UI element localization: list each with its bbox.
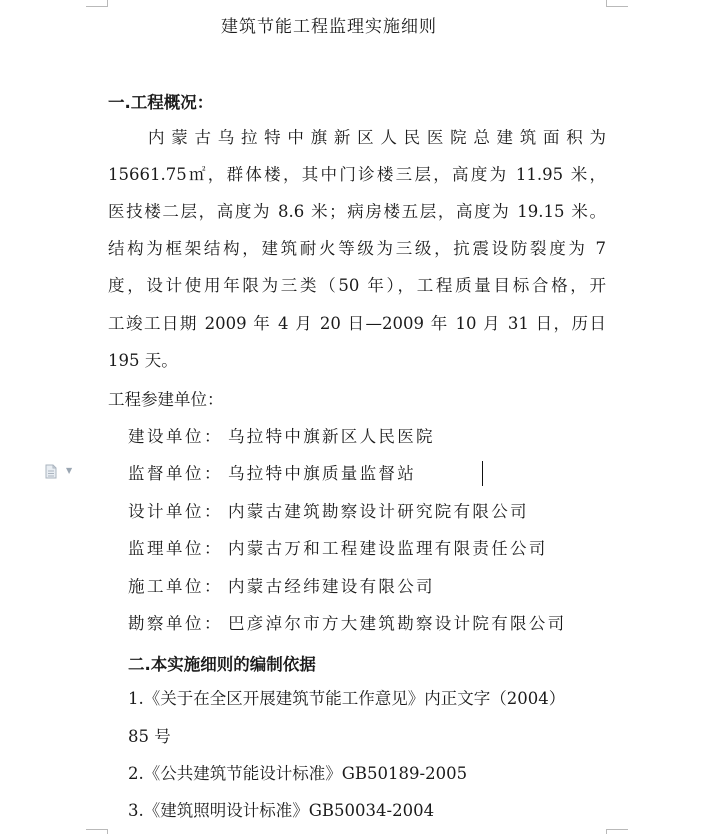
participant-row (128, 576, 435, 598)
overview-line: 195 天。 (108, 351, 178, 370)
crop-mark-top-right-v (606, 0, 607, 7)
participants-heading: 工程参建单位： (108, 390, 224, 409)
crop-mark-bottom-right-v (606, 829, 607, 834)
overview-line: 15661.75㎡，群体楼，其中门诊楼三层，高度为 11.95 米， (108, 165, 606, 184)
document-icon[interactable] (45, 464, 57, 479)
reference-item-continuation: 85 号 (128, 727, 171, 746)
reference-item: 3.《建筑照明设计标准》GB50034-2004 (128, 801, 435, 820)
overview-line: 工竣工日期 2009 年 4 月 20 日—2009 年 10 月 31 日，历日 (108, 314, 606, 333)
participant-label: 建设单位： (128, 427, 223, 446)
overview-line: 内蒙古乌拉特中旗新区人民医院总建筑面积为 (148, 128, 606, 147)
participant-label: 监督单位： (128, 464, 223, 483)
section-heading-overview: 一.工程概况： (108, 93, 214, 112)
participant-value: 乌拉特中旗新区人民医院 (228, 427, 435, 446)
crop-mark-top-left-v (107, 0, 108, 7)
participant-value: 巴彦淖尔市方大建筑勘察设计院有限公司 (228, 614, 567, 633)
participant-value: 内蒙古经纬建设有限公司 (228, 577, 435, 596)
overview-line: 医技楼二层，高度为 8.6 米；病房楼五层，高度为 19.15 米。 (108, 202, 606, 221)
crop-mark-bottom-left-h (86, 829, 108, 830)
participant-row (128, 463, 416, 485)
participant-row (128, 426, 435, 448)
participant-row (128, 501, 529, 523)
chevron-down-icon[interactable]: ▼ (66, 466, 73, 475)
document-title: 建筑节能工程监理实施细则 (221, 17, 437, 37)
crop-mark-top-right-h (606, 6, 628, 7)
participant-row (128, 538, 548, 560)
participant-value: 内蒙古万和工程建设监理有限责任公司 (228, 539, 548, 558)
crop-mark-top-left-h (86, 6, 108, 7)
crop-mark-bottom-left-v (107, 829, 108, 834)
participant-row (128, 613, 566, 635)
section-heading-basis: 二.本实施细则的编制依据 (128, 655, 316, 674)
participant-value: 内蒙古建筑勘察设计研究院有限公司 (228, 502, 529, 521)
reference-item: 1.《关于在全区开展建筑节能工作意见》内正文字（2004） (128, 689, 566, 708)
participant-value: 乌拉特中旗质量监督站 (228, 464, 416, 483)
text-cursor (482, 461, 483, 486)
participant-label: 施工单位： (128, 577, 223, 596)
participant-label: 勘察单位： (128, 614, 223, 633)
crop-mark-bottom-right-h (606, 829, 628, 830)
overview-line: 结构为框架结构，建筑耐火等级为三级，抗震设防裂度为 7 (108, 239, 606, 258)
reference-item: 2.《公共建筑节能设计标准》GB50189-2005 (128, 764, 468, 783)
participant-label: 监理单位： (128, 539, 223, 558)
participant-label: 设计单位： (128, 502, 223, 521)
overview-line: 度，设计使用年限为三类（50 年），工程质量目标合格，开 (108, 276, 606, 295)
